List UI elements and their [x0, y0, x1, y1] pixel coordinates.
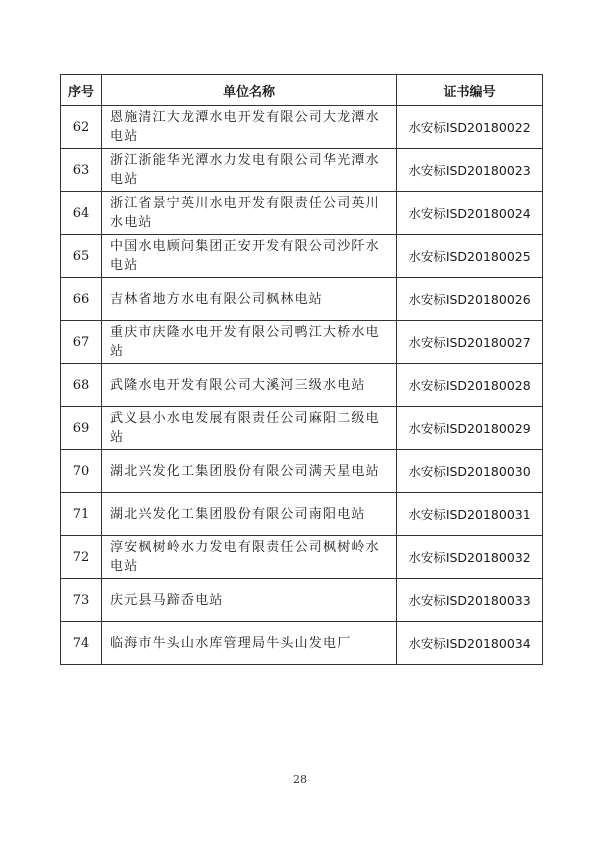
row-certificate-no: 水安标ⅠSD20180031 — [397, 493, 543, 536]
table-row — [61, 536, 543, 579]
row-unit-name: 湖北兴发化工集团股份有限公司满天星电站 — [102, 450, 397, 493]
row-no: 68 — [61, 364, 102, 407]
table-row — [61, 235, 543, 278]
row-unit-name: 淳安枫树岭水力发电有限责任公司枫树岭水电站 — [102, 536, 397, 579]
row-no: 72 — [61, 536, 102, 579]
row-certificate-no: 水安标ⅠSD20180032 — [397, 536, 543, 579]
table-row — [61, 278, 543, 321]
row-certificate-no: 水安标ⅠSD20180026 — [397, 278, 543, 321]
table-row — [61, 407, 543, 450]
row-no: 63 — [61, 149, 102, 192]
row-unit-name: 庆元县马蹄岙电站 — [102, 579, 397, 622]
row-certificate-no: 水安标ⅠSD20180034 — [397, 622, 543, 665]
table-row — [61, 622, 543, 665]
table-row — [61, 192, 543, 235]
row-unit-name: 中国水电顾问集团正安开发有限公司沙阡水电站 — [102, 235, 397, 278]
table-row — [61, 106, 543, 149]
table-row — [61, 364, 543, 407]
header-no: 序号 — [61, 75, 102, 106]
row-certificate-no: 水安标ⅠSD20180029 — [397, 407, 543, 450]
table-row — [61, 321, 543, 364]
row-no: 62 — [61, 106, 102, 149]
header-row — [61, 75, 543, 106]
header-unit-name: 单位名称 — [102, 75, 397, 106]
row-unit-name: 武义县小水电发展有限责任公司麻阳二级电站 — [102, 407, 397, 450]
table-row — [61, 579, 543, 622]
row-unit-name: 湖北兴发化工集团股份有限公司南阳电站 — [102, 493, 397, 536]
row-certificate-no: 水安标ⅠSD20180030 — [397, 450, 543, 493]
row-certificate-no: 水安标ⅠSD20180033 — [397, 579, 543, 622]
page-number: 28 — [293, 773, 307, 786]
row-certificate-no: 水安标ⅠSD20180024 — [397, 192, 543, 235]
row-no: 67 — [61, 321, 102, 364]
row-no: 74 — [61, 622, 102, 665]
row-unit-name: 浙江省景宁英川水电开发有限责任公司英川水电站 — [102, 192, 397, 235]
row-unit-name: 重庆市庆隆水电开发有限公司鸭江大桥水电站 — [102, 321, 397, 364]
table-body — [61, 106, 543, 665]
row-certificate-no: 水安标ⅠSD20180027 — [397, 321, 543, 364]
table-header — [61, 75, 543, 106]
row-certificate-no: 水安标ⅠSD20180025 — [397, 235, 543, 278]
row-unit-name: 恩施清江大龙潭水电开发有限公司大龙潭水电站 — [102, 106, 397, 149]
table-row — [61, 149, 543, 192]
row-no: 64 — [61, 192, 102, 235]
row-certificate-no: 水安标ⅠSD20180028 — [397, 364, 543, 407]
row-no: 70 — [61, 450, 102, 493]
row-unit-name: 吉林省地方水电有限公司枫林电站 — [102, 278, 397, 321]
row-no: 66 — [61, 278, 102, 321]
row-unit-name: 临海市牛头山水库管理局牛头山发电厂 — [102, 622, 397, 665]
row-no: 73 — [61, 579, 102, 622]
header-certificate-no: 证书编号 — [397, 75, 543, 106]
row-certificate-no: 水安标ⅠSD20180023 — [397, 149, 543, 192]
certificate-table — [60, 74, 543, 665]
row-no: 71 — [61, 493, 102, 536]
table-row — [61, 493, 543, 536]
row-unit-name: 武隆水电开发有限公司大溪河三级水电站 — [102, 364, 397, 407]
table-row — [61, 450, 543, 493]
row-certificate-no: 水安标ⅠSD20180022 — [397, 106, 543, 149]
row-no: 69 — [61, 407, 102, 450]
row-unit-name: 浙江浙能华光潭水力发电有限公司华光潭水电站 — [102, 149, 397, 192]
row-no: 65 — [61, 235, 102, 278]
